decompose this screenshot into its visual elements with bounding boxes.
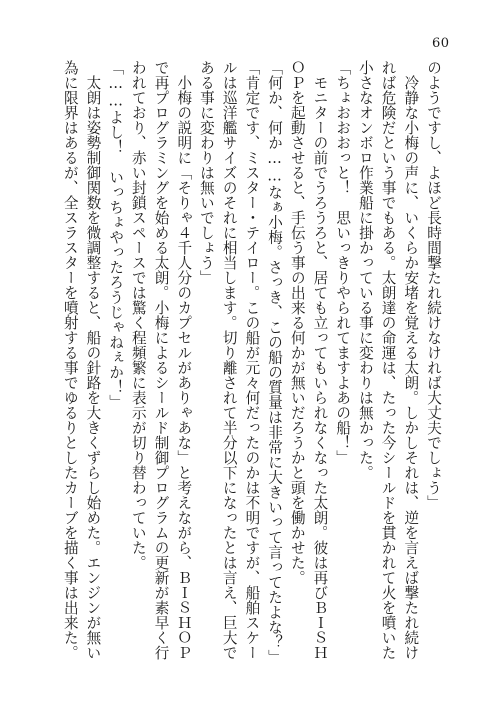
text-line-16: 太朗は姿勢制御関数を微調整すると、船の針路を大きくずらし始めた。エンジンが無い bbox=[84, 60, 102, 660]
body-text bbox=[58, 60, 444, 665]
text-line-9: 「肯定です、ミスター・テイロー。この船が元々何だったのかは不明ですが、船舶スケー bbox=[243, 60, 261, 660]
text-line-4: 小さなオンボロ作業船に掛かっている事に変わりは無かった。 bbox=[356, 60, 374, 480]
page-number: 60 bbox=[432, 36, 450, 51]
text-line-1: のようですし、よほど長時間撃たれ続けなければ大丈夫でしょう」 bbox=[425, 60, 442, 510]
text-line-10: ルは巡洋艦サイズのそれに相当します。切り離されて半分以下になったとは言え、巨大で bbox=[220, 60, 238, 660]
text-line-12: 小梅の説明に「そりゃ４千人分のカプセルがありゃあな」と考えながら、ＢＩＳＨＯＰ bbox=[175, 60, 193, 660]
text-line-14: われており、赤い封鎖スペースでは驚く程頻繁に表示が切り替わっていた。 bbox=[129, 60, 147, 570]
text-line-2: 冷静な小梅の声に、いくらか安堵を覚える太朗。しかしそれは、逆を言えば撃たれ続け bbox=[402, 60, 420, 660]
text-line-5: 「ちょおおおっと！ 思いっきりやられてますよあの船！」 bbox=[334, 60, 352, 465]
text-line-11: ある事に変わりは無いでしょう」 bbox=[197, 60, 215, 285]
text-line-8: 「何か、何か……なぁ小梅。さっき、この船の質量は非常に大きいって言ってたよな？」 bbox=[266, 60, 284, 665]
text-line-3: れば危険だという事でもある。太朗達の命運は、たった今シールドを貫かれて火を噴いた bbox=[379, 60, 397, 660]
text-line-13: で再プログラミングを始める太朗。小梅によるシールド制御プログラムの更新が素早く行 bbox=[152, 60, 170, 660]
text-line-15: 「……よし！ いっちょやったろうじゃねぇか！」 bbox=[107, 60, 125, 410]
text-line-17: 為に限界はあるが、全スラスターを噴射する事でゆるりとしたカーブを描く事は出来た。 bbox=[61, 60, 79, 660]
text-line-6: モニターの前でうろうろと、居ても立ってもいられなくなった太朗。彼は再びＢＩＳＨ bbox=[311, 60, 329, 660]
text-line-7: ＯＰを起動させると、手伝う事の出来る何かが無いだろうかと頭を働かせた。 bbox=[288, 60, 306, 585]
